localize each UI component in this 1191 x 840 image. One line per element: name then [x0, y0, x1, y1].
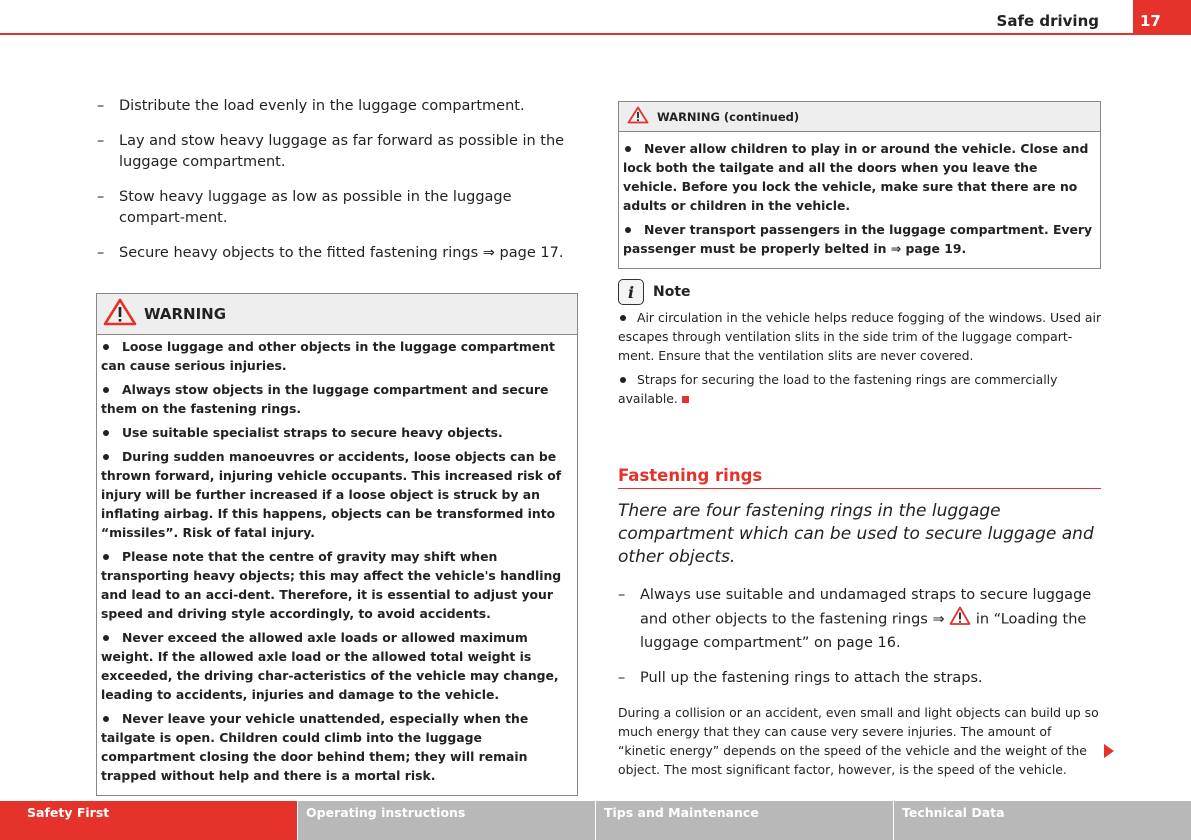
warning-item: Never exceed the allowed axle loads or allowed maximum weight. If the allowed axle load or the allowed total weight is exceeded, the driving char-acteristics of the vehicle may change, leading to accidents, injuries and damage to the vehicle.: [101, 630, 559, 702]
list-item: – Always use suitable and undamaged straps to secure luggage and other objects to the fastening rings ⇒ in “Loading the luggage compartment” on page 16.: [618, 585, 1101, 654]
warning-continued-title: WARNING (continued): [657, 109, 800, 124]
bullet-icon: [620, 377, 626, 383]
note-title: Note: [653, 284, 691, 300]
bullet-icon: [103, 554, 109, 560]
bullet-icon: [103, 344, 109, 350]
bullet-icon: [103, 387, 109, 393]
warning-continued-box: [618, 101, 1101, 269]
page-number: 17: [1133, 0, 1191, 35]
fastening-rings-section: [618, 466, 1101, 779]
warning-continued-header: [619, 102, 1100, 132]
tab-operating-instructions[interactable]: Operating instructions: [298, 801, 595, 840]
warning-box: [96, 293, 578, 796]
bullet-icon: [103, 454, 109, 460]
warning-triangle-icon: [949, 606, 971, 633]
left-column: [97, 96, 578, 278]
warning-title: WARNING: [144, 305, 227, 323]
note-body: [618, 308, 1103, 408]
tab-technical-data[interactable]: Technical Data: [894, 801, 1191, 840]
bullet-icon: [103, 635, 109, 641]
list-item: – Stow heavy luggage as low as possible in the luggage compart-ment.: [97, 187, 578, 229]
info-icon: i: [618, 279, 644, 305]
note-item: Straps for securing the load to the fastening rings are commercially available.: [618, 372, 1058, 406]
page-header-title: Safe driving: [996, 12, 1099, 30]
warning-item: Never leave your vehicle unattended, especially when the tailgate is open. Children could climb into the luggage compartment closing the door behind them; they will remain trapped without help and there is a mortal risk.: [101, 711, 529, 783]
warning-triangle-icon: [627, 106, 649, 127]
end-of-section-icon: [682, 396, 689, 403]
note-item: Air circulation in the vehicle helps reduce fogging of the windows. Used air escapes through ventilation slits in the side trim of the luggage compart-ment. Ensure that the ventilation slits are never covered.: [618, 310, 1102, 363]
list-item: – Lay and stow heavy luggage as far forward as possible in the luggage compartment.: [97, 131, 578, 173]
bullet-icon: [103, 430, 109, 436]
fastening-steps-list: [618, 585, 1101, 689]
warning-header: [97, 294, 577, 335]
list-item: – Secure heavy objects to the fitted fastening rings ⇒ page 17.: [97, 243, 578, 264]
warning-item: Never allow children to play in or around the vehicle. Close and lock both the tailgate and all the doors when you leave the vehicle. Before you lock the vehicle, make sure that there are no adults or children in the vehicle.: [623, 141, 1089, 213]
note-block: [618, 279, 1103, 413]
warning-item: Loose luggage and other objects in the luggage compartment can cause serious injuries.: [101, 339, 555, 373]
warning-continued-body: [619, 132, 1100, 268]
tab-safety-first[interactable]: Safety First: [0, 801, 297, 840]
bullet-icon: [103, 716, 109, 722]
continue-arrow-icon: [1104, 744, 1114, 758]
warning-item: Please note that the centre of gravity may shift when transporting heavy objects; this may affect the vehicle's handling and lead to an acci-dent. Therefore, it is essential to adjust your speed and driving style accordingly, to avoid accidents.: [101, 549, 562, 621]
section-body: During a collision or an accident, even small and light objects can build up so much energy that they can cause very severe injuries. The amount of “kinetic energy” depends on the speed of the vehicle and the weight of the object. The most significant factor, however, is the speed of the vehicle.: [618, 705, 1099, 777]
loading-instructions-list: [97, 96, 578, 264]
tab-tips-and-maintenance[interactable]: Tips and Maintenance: [596, 801, 893, 840]
section-intro: There are four fastening rings in the luggage compartment which can be used to secure luggage and other objects.: [618, 501, 1094, 567]
warning-item: Always stow objects in the luggage compartment and secure them on the fastening rings.: [101, 382, 549, 416]
footer-nav: [0, 801, 1191, 840]
bullet-icon: [620, 315, 626, 321]
warning-triangle-icon: [103, 298, 137, 330]
warning-item: Never transport passengers in the luggage compartment. Every passenger must be properly belted in ⇒ page 19.: [623, 222, 1093, 256]
warning-item: During sudden manoeuvres or accidents, loose objects can be thrown forward, injuring vehicle occupants. This increased risk of injury will be further increased if a loose object is struck by an inflating airbag. If this happens, objects can be transformed into “missiles”. Risk of fatal injury.: [101, 449, 562, 540]
warning-body: [97, 335, 577, 795]
section-title: Fastening rings: [618, 466, 1101, 489]
warning-item: Use suitable specialist straps to secure heavy objects.: [101, 423, 572, 442]
header-rule: [0, 33, 1191, 35]
bullet-icon: [625, 227, 631, 233]
list-item: – Pull up the fastening rings to attach the straps.: [618, 668, 1101, 689]
list-item: – Distribute the load evenly in the luggage compartment.: [97, 96, 578, 117]
bullet-icon: [625, 146, 631, 152]
note-header: [618, 279, 1103, 305]
